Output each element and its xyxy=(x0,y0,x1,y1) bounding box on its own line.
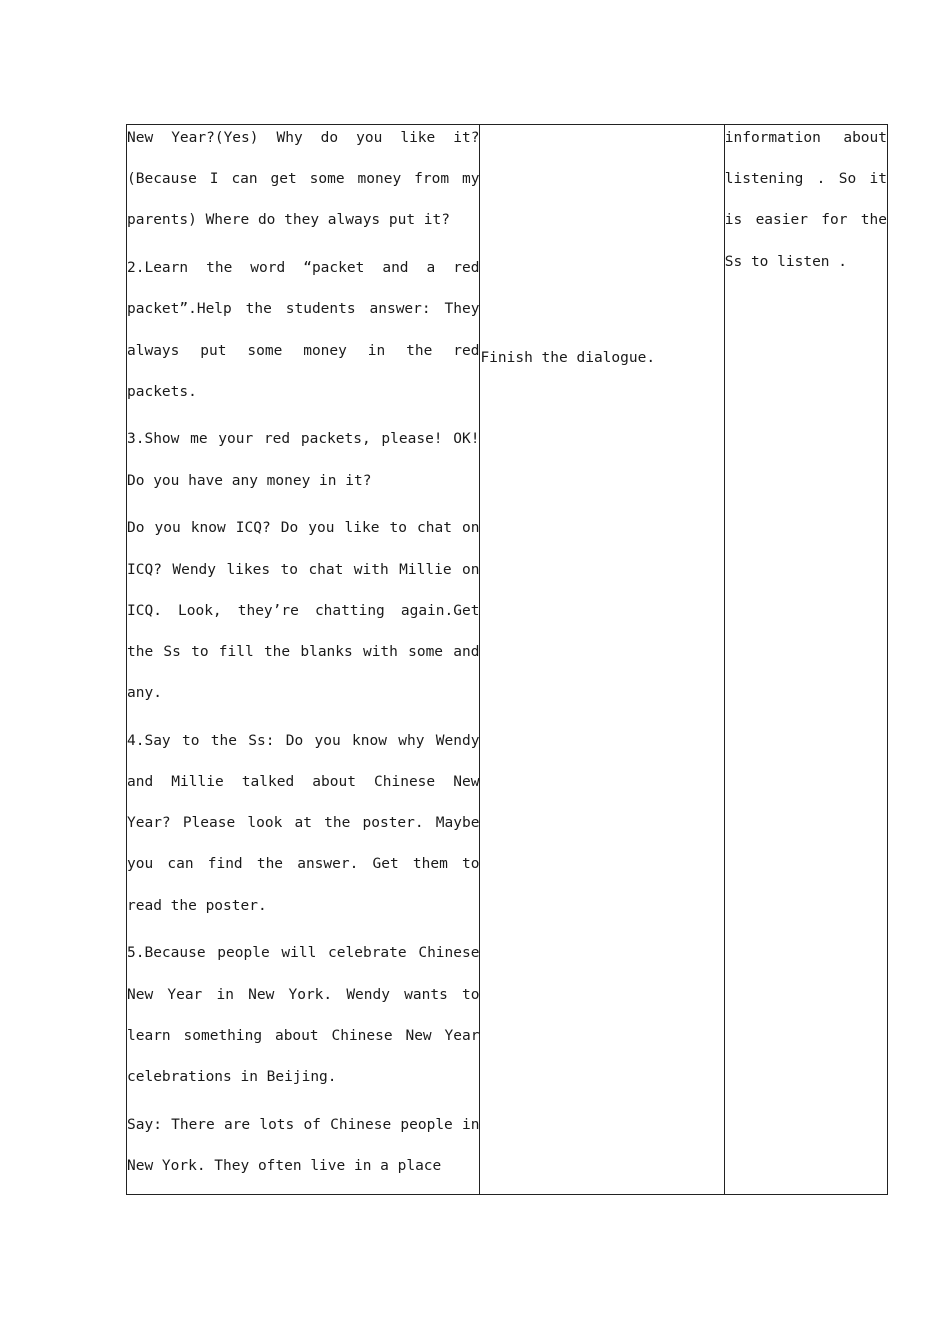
purpose-cell xyxy=(724,125,887,1195)
activity-paragraph-intro: New Year?(Yes) Why do you like it? (Because I can get some money from my parents) Where do they always put it? xyxy=(127,130,480,229)
lesson-plan-table xyxy=(126,124,888,1195)
student-activity-text: Finish the dialogue. xyxy=(480,349,656,366)
purpose-text: information about listening . So it is easier for the Ss to listen . xyxy=(724,130,887,270)
activity-paragraph-4: 4.Say to the Ss: Do you know why Wendy and Millie talked about Chinese New Year? Please look at the poster. Maybe you can find the answer. Get them to read the poster. xyxy=(127,732,480,914)
activity-paragraph-2: 2.Learn the word “packet and a red packet”.Help the students answer: They always put some money in the red packets. xyxy=(127,260,480,400)
student-activity-cell xyxy=(480,125,724,1195)
teacher-activity-cell xyxy=(127,125,480,1195)
activity-paragraph-3: 3.Show me your red packets, please! OK! Do you have any money in it? xyxy=(127,431,480,489)
activity-paragraph-5: 5.Because people will celebrate Chinese New Year in New York. Wendy wants to learn something about Chinese New Year celebrations in Beijing. xyxy=(127,945,480,1085)
activity-paragraph-icq: Do you know ICQ? Do you like to chat on ICQ? Wendy likes to chat with Millie on ICQ. Look, they’re chatting again.Get the Ss to fill the blanks with some and any. xyxy=(127,520,480,702)
table-row xyxy=(127,125,888,1195)
activity-paragraph-say: Say: There are lots of Chinese people in New York. They often live in a place xyxy=(127,1116,480,1174)
